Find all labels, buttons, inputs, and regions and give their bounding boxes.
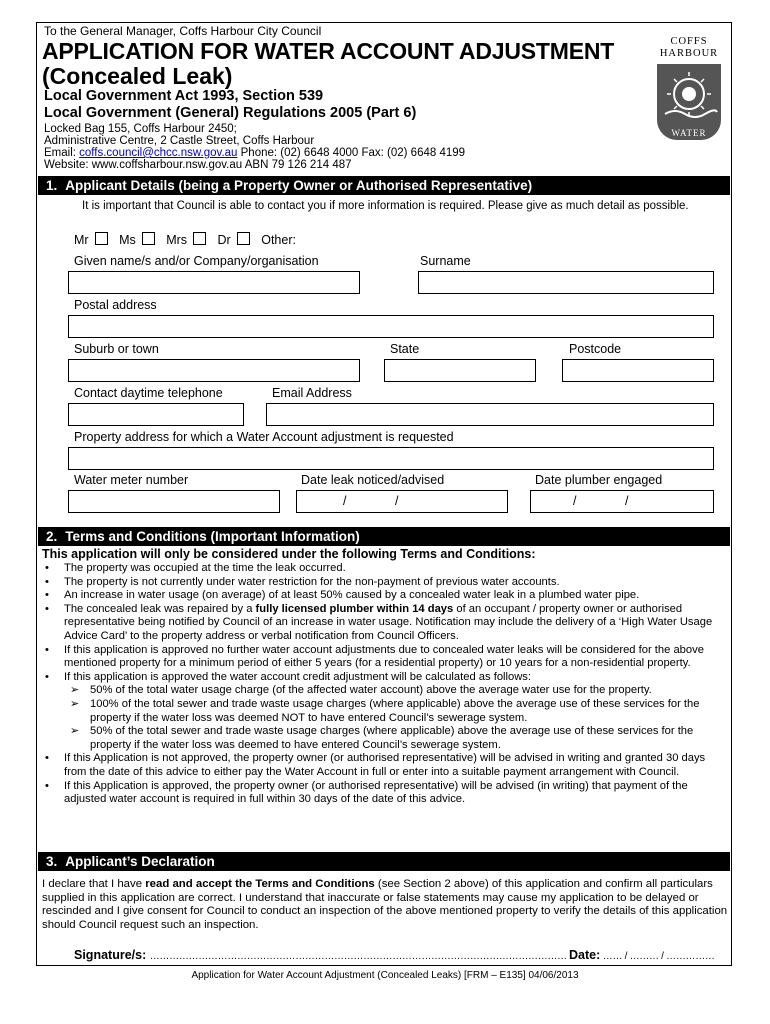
- date-leak-separator-1: /: [343, 494, 347, 508]
- email-address-label: Email Address: [272, 386, 352, 400]
- term-sub-item: [42, 698, 728, 725]
- term-text: If this Application is not approved, the property owner (or authorised representative) will be advised in writing and granted 30 days from the date of this advice to either pay the Water Account in full or enter into a suitable payment arrangement with Council.: [64, 752, 706, 778]
- section-3-header: [38, 852, 730, 871]
- act-reference: Local Government Act 1993, Section 539: [44, 88, 324, 104]
- date-leak-label: Date leak noticed/advised: [301, 473, 445, 487]
- given-name-input[interactable]: [68, 271, 360, 294]
- arrow-bullet-icon: ➢: [70, 697, 80, 710]
- state-input[interactable]: [384, 359, 536, 382]
- meter-number-label: Water meter number: [74, 473, 189, 487]
- date-plumber-separator-1: /: [573, 494, 577, 508]
- declaration-emphasis: read and accept the Terms and Conditions: [145, 878, 375, 890]
- title-mrs-label: Mrs: [166, 233, 188, 247]
- date-leak-separator-2: /: [395, 494, 399, 508]
- term-text: The property is not currently under water restriction for the non-payment of previous water accounts.: [64, 575, 560, 588]
- council-email-link[interactable]: coffs.council@chcc.nsw.gov.au: [79, 147, 238, 159]
- contact-note: It is important that Council is able to contact you if more information is required. Please give as much detail as possible.: [82, 200, 689, 212]
- email-label: Email:: [44, 147, 80, 159]
- section-3-title: Applicant’s Declaration: [65, 854, 215, 869]
- logo-line2: HARBOUR: [659, 48, 719, 59]
- title-mr-checkbox[interactable]: [95, 232, 108, 245]
- title-mrs-checkbox[interactable]: [193, 232, 206, 245]
- declaration-text: [42, 878, 728, 932]
- postcode-input[interactable]: [562, 359, 714, 382]
- title-mr-label: Mr: [74, 233, 89, 247]
- suburb-input[interactable]: [68, 359, 360, 382]
- term-text: The property was occupied at the time the leak occurred.: [64, 562, 346, 574]
- term-text: 50% of the total sewer and trade waste usage charges (where applicable) above the average use of these services for the property if the water loss was deemed to have entered Council’s sewerage system.: [90, 725, 694, 751]
- term-text: 50% of the total water usage charge (of the affected water account) above the average water use for the property.: [90, 684, 652, 697]
- addressee-line: To the General Manager, Coffs Harbour City Council: [44, 24, 322, 38]
- declaration-part: (see Section 2 above) of this application and confirm all particulars supplied in this application are correct. I understand that inaccurate or false statements may cause my application to be delayed or rescinded and I give consent for Council to conduct an inspection of the above mentioned property to verify the details of this application should Council request such an inspection.: [42, 878, 728, 931]
- state-label: State: [390, 342, 420, 356]
- term-text: If this Application is approved, the property owner (or authorised representative) will be advised (in writing) that payment of the adjusted water account is required in full within 30 days of the date of this advice.: [64, 779, 688, 806]
- date-leak-input[interactable]: [296, 490, 508, 513]
- term-text: An increase in water usage (on average) of at least 50% caused by a concealed water leak in a plumbed water pipe.: [64, 589, 640, 602]
- postal-address-input[interactable]: [68, 315, 714, 338]
- form-subtitle: (Concealed Leak): [42, 63, 233, 89]
- term-item: • If this application is approved the water account credit adjustment will be calculated as follows:: [45, 670, 532, 683]
- postcode-label: Postcode: [569, 342, 622, 356]
- property-address-label: Property address for which a Water Account adjustment is requested: [74, 430, 454, 444]
- arrow-bullet-icon: ➢: [70, 725, 80, 738]
- title-ms-checkbox[interactable]: [142, 232, 155, 245]
- coffs-harbour-water-logo: [654, 36, 724, 146]
- surname-input[interactable]: [418, 271, 714, 294]
- surname-label: Surname: [420, 254, 471, 268]
- term-sub-item: [42, 725, 728, 752]
- section-1-header: [38, 176, 730, 195]
- postal-address: Locked Bag 155, Coffs Harbour 2450;: [44, 123, 237, 135]
- regulation-reference: Local Government (General) Regulations 2005 (Part 6): [44, 105, 417, 121]
- section-1-title: Applicant Details (being a Property Owner or Authorised Representative): [65, 178, 533, 193]
- phone-fax: Phone: (02) 6648 4000 Fax: (02) 6648 4199: [237, 147, 466, 159]
- section-2-number: 2.: [46, 529, 58, 544]
- section-1-number: 1.: [46, 178, 58, 193]
- email-input[interactable]: [266, 403, 714, 426]
- website-abn: Website: www.coffsharbour.nsw.gov.au ABN 79 126 214 487: [44, 159, 352, 171]
- term-emphasis: fully licensed plumber within 14 days: [255, 602, 454, 615]
- terms-heading: This application will only be considered under the following Terms and Conditions:: [42, 547, 536, 561]
- term-sub-item: [42, 684, 728, 698]
- term-item: • If this Application is approved, the property owner (or authorised representative) will be advised (in writing) that payment of the adjusted water account is required in full within 30 days of the date of this advice.: [45, 779, 688, 806]
- property-address-input[interactable]: [68, 447, 714, 470]
- date-plumber-separator-2: /: [625, 494, 629, 508]
- date-line: …… / ……… / ……………: [600, 951, 715, 962]
- term-item: • If this Application is not approved, the property owner (or authorised representative) will be advised in writing and granted 30 days from the date of this advice to either pay the Water Account in full or enter into a suitable payment arrangement with Council.: [45, 752, 706, 778]
- term-text: If this application is approved the water account credit adjustment will be calculated as follows:: [64, 670, 532, 683]
- term-text: The concealed leak was repaired by a: [64, 602, 256, 615]
- title-dr-checkbox[interactable]: [237, 232, 250, 245]
- form-footer: Application for Water Account Adjustment (Concealed Leaks) [FRM – E135] 04/06/2013: [191, 970, 579, 981]
- title-ms-label: Ms: [119, 233, 136, 247]
- form-title: APPLICATION FOR WATER ACCOUNT ADJUSTMENT: [42, 38, 615, 64]
- term-item: • The property is not currently under water restriction for the non-payment of previous water accounts.: [45, 575, 560, 588]
- logo-line1: COFFS: [670, 36, 708, 47]
- contact-line: [44, 147, 465, 159]
- given-name-label: Given name/s and/or Company/organisation: [74, 254, 319, 268]
- term-text: 100% of the total sewer and trade waste usage charges (where applicable) above the average use of these services for the property if the water loss was deemed NOT to have entered Council’s sewerage system.: [90, 697, 700, 724]
- term-text: of an occupant / property owner or authorised representative being notified by Council of an increase in water usage. Notification may include the delivery of a ‘High Water Usage Advice Card’ to the property address or verbal notification from Council Officers.: [64, 602, 713, 642]
- date-plumber-input[interactable]: [530, 490, 714, 513]
- logo-text: [654, 36, 724, 60]
- suburb-label: Suburb or town: [74, 342, 159, 356]
- postal-address-label: Postal address: [74, 298, 157, 312]
- term-item: • The concealed leak was repaired by a fully licensed plumber within 14 days of an occupant / property owner or authorised representative being notified by Council of an increase in water usage. Notification may include the delivery of a ‘High Water Usage Advice Card’ to the property address or verbal notification from Council Officers.: [45, 602, 713, 642]
- title-dr-label: Dr: [217, 233, 231, 247]
- signature-label: Signature/s:: [74, 948, 147, 962]
- term-text: If this application is approved no further water account adjustments due to concealed water leaks will be considered for the above mentioned property for a minimum period of either 5 years (for a residential property) or 10 years for a non-residential property.: [64, 643, 704, 670]
- signature-line: …………………………………………………………………………………………………………………: [149, 951, 567, 962]
- meter-number-input[interactable]: [68, 490, 280, 513]
- section-2-title: Terms and Conditions (Important Information): [65, 529, 360, 544]
- phone-label: Contact daytime telephone: [74, 386, 223, 400]
- term-item: • The property was occupied at the time the leak occurred.: [45, 562, 346, 574]
- title-checkboxes: [74, 232, 296, 247]
- phone-input[interactable]: [68, 403, 244, 426]
- signature-field[interactable]: [74, 948, 567, 962]
- section-3-number: 3.: [46, 854, 58, 869]
- term-item: • If this application is approved no further water account adjustments due to concealed water leaks will be considered for the above mentioned property for a minimum period of either 5 years (for a residential property) or 10 years for a non-residential property.: [45, 643, 704, 670]
- arrow-bullet-icon: ➢: [70, 684, 80, 697]
- date-field[interactable]: [569, 948, 715, 962]
- section-2-header: [38, 527, 730, 546]
- title-other-label: Other:: [261, 233, 296, 247]
- date-plumber-label: Date plumber engaged: [535, 473, 663, 487]
- office-address: Administrative Centre, 2 Castle Street, Coffs Harbour: [44, 135, 315, 147]
- logo-bottom-text: WATER: [671, 128, 707, 138]
- declaration-part: I declare that I have: [42, 878, 146, 890]
- term-item: • An increase in water usage (on average) of at least 50% caused by a concealed water leak in a plumbed water pipe.: [45, 589, 640, 602]
- date-label: Date:: [569, 948, 601, 962]
- terms-list: [42, 562, 728, 807]
